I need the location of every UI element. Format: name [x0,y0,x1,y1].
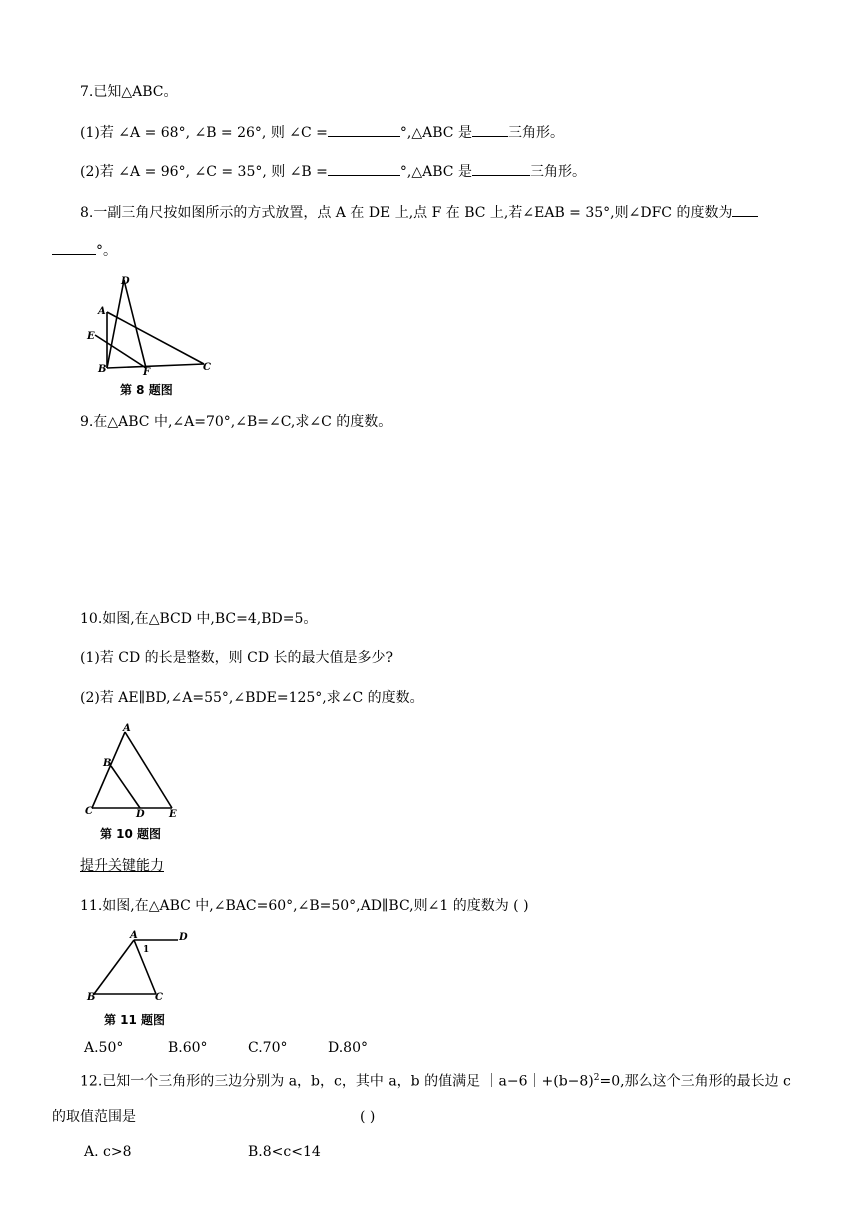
q7-part1-mid: °,△ABC 是 [399,125,472,141]
q12-stem-line2: 的取值范围是 [52,1109,136,1125]
q12-stem [80,1068,791,1092]
q11-option-c[interactable]: C.70° [248,1040,288,1056]
q10-label-a: A [123,723,131,734]
q12-stem-a: 12.已知一个三角形的三边分别为 a，b，c，其中 a，b 的值满足 ｜a−6｜+(b−8) [80,1073,594,1090]
q7-part2-blank-type[interactable] [472,161,530,176]
q7-part1-blank-type[interactable] [472,122,508,137]
q12-answer-paren[interactable]: ( ) [360,1109,376,1125]
q11-label-angle-1: 1 [143,945,150,955]
q11-label-b: B [87,992,96,1003]
q12-stem-b: =0,那么这个三角形的最长边 c [599,1073,791,1090]
q7-part2-mid: °,△ABC 是 [399,164,472,180]
q7-part1-suffix: 三角形。 [507,125,564,141]
q7-stem: 7.已知△ABC。 [80,84,178,100]
q12-option-a[interactable]: A. c>8 [84,1144,132,1160]
q10-stem: 10.如图,在△BCD 中,BC=4,BD=5。 [80,611,318,627]
q8-blank-part2[interactable] [52,240,96,255]
q10-label-e: E [169,809,177,820]
q10-label-c: C [85,806,93,817]
q7-part1-blank-angle[interactable] [328,122,400,137]
q10-figure-caption: 第 10 题图 [100,827,162,841]
q11-option-d[interactable]: D.80° [328,1040,368,1056]
q8-label-a: A [98,306,106,317]
q8-blank-part1[interactable] [732,202,758,217]
q7-part2-prefix: (2)若 ∠A = 96°, ∠C = 35°, 则 ∠B = [80,164,328,180]
q7-part1 [80,122,564,143]
q8-stem [80,202,758,223]
q11-label-a: A [130,930,138,941]
q7-part2-blank-angle[interactable] [328,161,400,176]
q11-option-b[interactable]: B.60° [168,1040,208,1056]
section-heading: 提升关键能力 [80,858,164,874]
q10-part2: (2)若 AE∥BD,∠A=55°,∠BDE=125°,求∠C 的度数。 [80,690,424,706]
q7-part2 [80,161,586,182]
q8-label-d: D [121,276,130,287]
q11-figure [82,928,202,1006]
q11-figure-caption: 第 11 题图 [104,1013,166,1027]
q8-stem-cont [52,240,117,261]
q7-part1-prefix: (1)若 ∠A = 68°, ∠B = 26°, 则 ∠C = [80,125,328,141]
q12-option-b[interactable]: B.8<c<14 [248,1144,321,1160]
q8-label-b: B [98,364,107,375]
q12-superscript: 2 [593,1073,600,1083]
q11-label-c: C [155,992,163,1003]
q8-figure-caption: 第 8 题图 [120,383,173,397]
q11-label-d: D [179,932,188,943]
q8-figure [82,272,222,376]
q10-part1: (1)若 CD 的长是整数，则 CD 长的最大值是多少? [80,650,394,666]
q10-label-d: D [136,809,145,820]
q11-stem: 11.如图,在△ABC 中,∠BAC=60°,∠B=50°,AD∥BC,则∠1 的度数为 ( ) [80,898,529,914]
q8-stem-end: °。 [96,243,117,259]
q8-label-f: F [143,367,151,376]
q7-part2-suffix: 三角形。 [529,164,586,180]
q11-option-a[interactable]: A.50° [84,1040,124,1056]
q9-stem: 9.在△ABC 中,∠A=70°,∠B=∠C,求∠C 的度数。 [80,414,393,430]
q8-stem-text: 8.一副三角尺按如图所示的方式放置，点 A 在 DE 上,点 F 在 BC 上,若∠EAB = 35°,则∠DFC 的度数为 [80,205,733,221]
q8-label-e: E [87,331,95,342]
q10-label-b: B [103,758,112,769]
q8-label-c: C [203,362,211,373]
q10-figure [82,722,192,822]
